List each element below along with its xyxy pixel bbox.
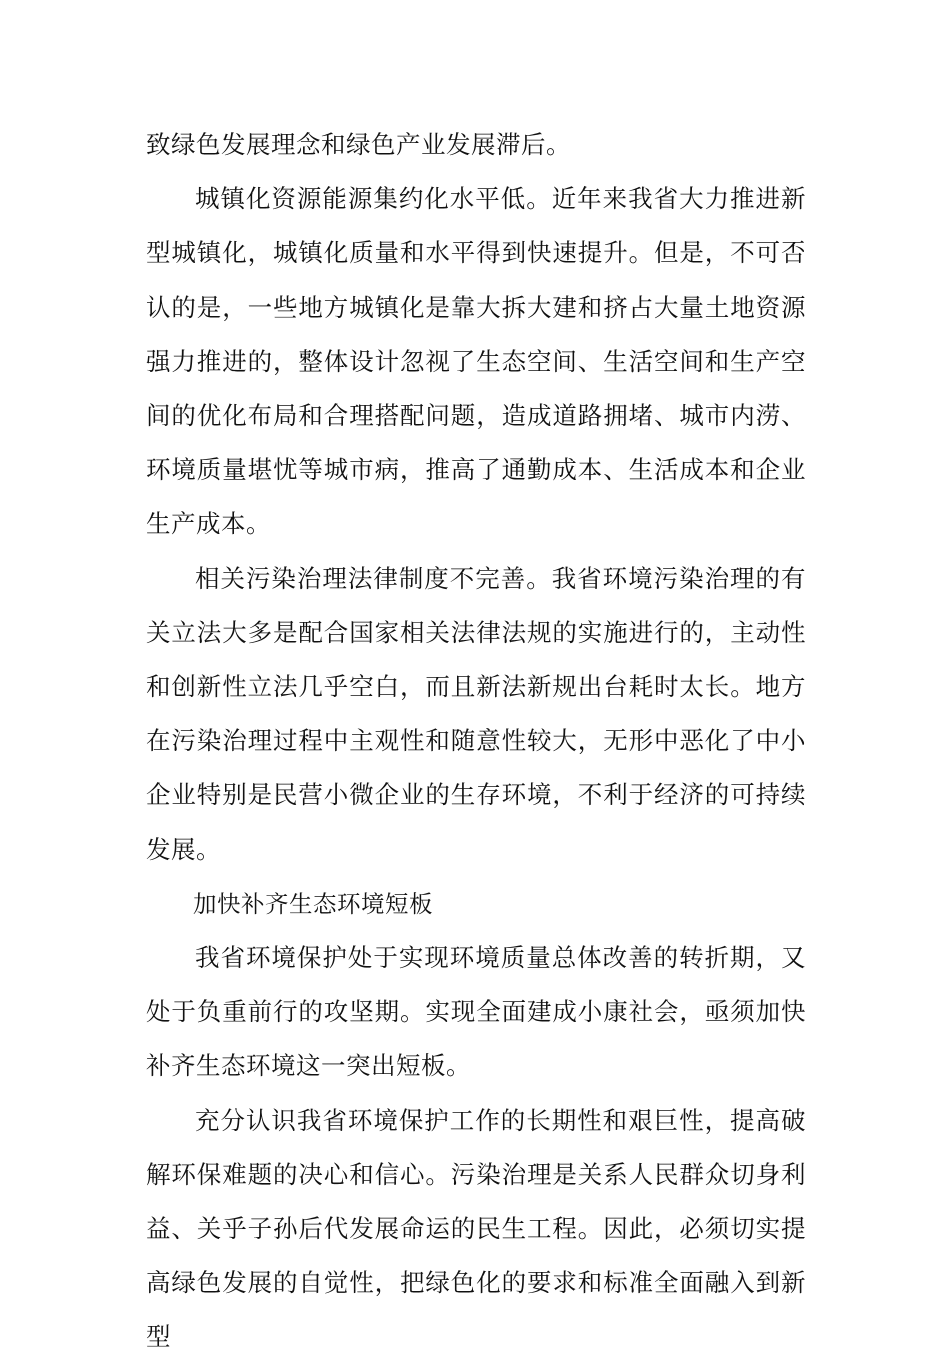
paragraph-green-development: 充分认识我省环境保护工作的长期性和艰巨性，提高破解环保难题的决心和信心。污染治理是关系人民群众切身利益、关乎子孙后代发展命运的民生工程。因此，必须切实提高绿色发展的自觉性，把绿色化的要求和标准全面融入到新型: [146, 1105, 806, 1352]
paragraph-environment-protection: 我省环境保护处于实现环境质量总体改善的转折期，又处于负重前行的攻坚期。实现全面建成小康社会，亟须加快补齐生态环境这一突出短板。: [146, 943, 806, 1081]
section-heading: 加快补齐生态环境短板: [193, 889, 433, 918]
paragraph-urbanization: 城镇化资源能源集约化水平低。近年来我省大力推进新型城镇化，城镇化质量和水平得到快速提升。但是，不可否认的是，一些地方城镇化是靠大拆大建和挤占大量土地资源强力推进的，整体设计忽视了生态空间、生活空间和生产空间的优化布局和合理搭配问题，造成道路拥堵、城市内涝、环境质量堪忧等城市病，推高了通勤成本、生活成本和企业生产成本。: [146, 184, 806, 539]
paragraph-continuation: 致绿色发展理念和绿色产业发展滞后。: [146, 130, 571, 159]
paragraph-pollution-law: 相关污染治理法律制度不完善。我省环境污染治理的有关立法大多是配合国家相关法律法规的实施进行的，主动性和创新性立法几乎空白，而且新法新规出台耗时太长。地方在污染治理过程中主观性和随意性较大，无形中恶化了中小企业特别是民营小微企业的生存环境，不利于经济的可持续发展。: [146, 563, 806, 864]
document-page: [146, 118, 806, 1365]
